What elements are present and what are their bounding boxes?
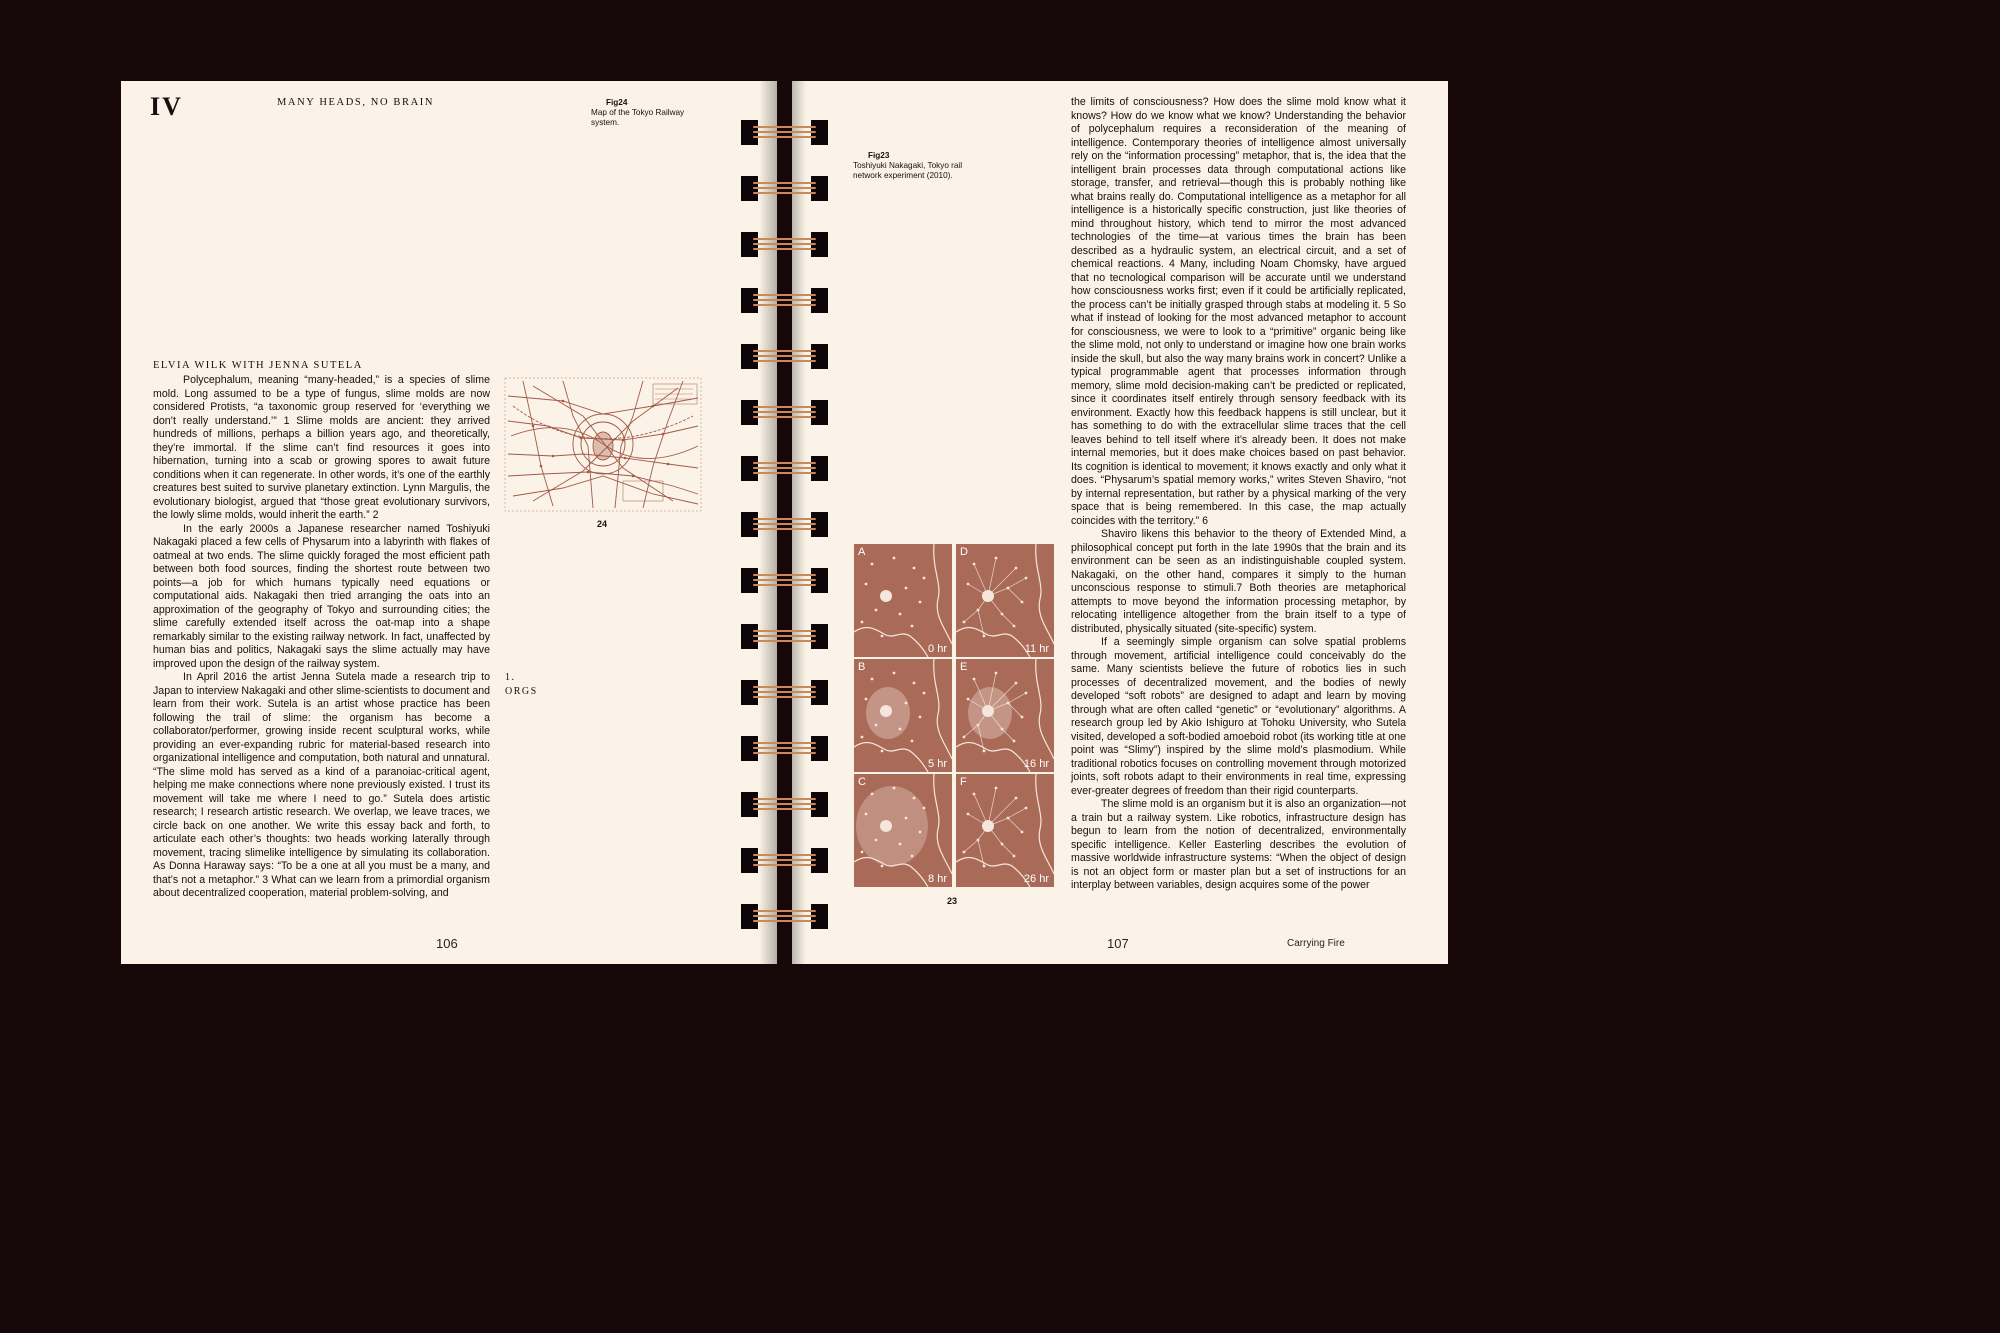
panel-time: 16 hr bbox=[1023, 758, 1049, 770]
panel-image bbox=[854, 774, 952, 887]
binding-ring bbox=[741, 792, 828, 817]
binding-ring bbox=[741, 456, 828, 481]
binding-ring bbox=[741, 120, 828, 145]
binding-ring bbox=[741, 232, 828, 257]
binding-ring bbox=[741, 624, 828, 649]
panel-letter: B bbox=[858, 661, 866, 673]
experiment-panel bbox=[854, 544, 952, 657]
binding-ring bbox=[741, 400, 828, 425]
fig23-number: 23 bbox=[947, 896, 958, 906]
panel-letter: F bbox=[960, 776, 967, 788]
paragraph: the limits of consciousness? How does the slime mold know what it knows? How do we know what we know? Understanding the behavior of polycephalum requires a reconsideration of the meaning of intelligence. Contemporary theories of intelligence almost universally rely on the “information processing” metaphor, that is, the idea that the intelligent brain processes data through computational actions like storage, transfer, and retrieval—though this is probably nothing like what brains really do. Computational intelligence as a metaphor for all intelligence is a historically specific construction, just like theories of mind throughout history, which tend to mirror the most advanced technologies of the time—at various times the brain has been described as a hydraulic system, an electrical circuit, and a set of chemical reactions. 4 Many, including Noam Chomsky, have argued that no tecnological comparison will be accurate until we understand how consciousness works first; even if it could be artificially replicated, the process can’t be initially grasped through stabs at modeling it. 5 So what if instead of looking for the most advanced metaphor to account for consciousness, we were to look to a “primitive” organic being like the slime mold, not only to understand or imagine how one brain works inside the skull, but also the way many brains work in concert? Unlike a typical programmable agent that processes information through memory, slime mold decision-making can’t be predicted or replicated, since it coordinates itself entirely through sensory feedback with its environment. Exactly how this feedback happens is still unclear, but it has something to do with the extracellular slime traces that the cell leaves behind to tell itself where it’s already been. It does not make internal memories, but it does make choices based on past behavior. Its cognition is identical to movement; it knows exactly and only what it does. “Physarum’s spatial memory works,” writes Steven Shaviro, “not by internal representation, but rather by a physical marking of the very space that is being remembered. In this case, the map actually coincides with the territory.” 6 bbox=[1071, 96, 1406, 527]
binding-ring bbox=[741, 344, 828, 369]
binding-ring bbox=[741, 288, 828, 313]
left-page bbox=[121, 81, 777, 964]
panel-image bbox=[854, 544, 952, 657]
right-page bbox=[792, 81, 1448, 964]
paragraph: Shaviro likens this behavior to the theory of Extended Mind, a philosophical concept put forth in the late 1990s that the brain and its environment can be seen as an indistinguishable coupled system. Nakagaki, on the other hand, compares it simply to the human unconscious response to stimuli.7 Both theories are metaphorical attempts to move beyond the information processing metaphor, by relocating intelligence altogether from the brain itself to a type of distributed, physically situated (site-specific) system. bbox=[1071, 528, 1406, 635]
author-line: ELVIA WILK WITH JENNA SUTELA bbox=[153, 360, 363, 371]
panel-time: 26 hr bbox=[1023, 873, 1049, 885]
experiment-panel bbox=[956, 544, 1054, 657]
experiment-panel bbox=[854, 659, 952, 772]
slime-mold-experiment-figure bbox=[854, 544, 1054, 888]
binding-ring bbox=[741, 848, 828, 873]
panel-time: 11 hr bbox=[1024, 643, 1049, 655]
binding-ring bbox=[741, 512, 828, 537]
experiment-panel bbox=[854, 774, 952, 887]
fig24-number: 24 bbox=[597, 519, 608, 529]
running-head: MANY HEADS, NO BRAIN bbox=[277, 97, 435, 108]
panel-letter: C bbox=[858, 776, 866, 788]
fig23-caption bbox=[853, 151, 973, 181]
paragraph: If a seemingly simple organism can solve spatial problems through movement, artificial intelligence could conceivably do the same. Many scientists believe the future of robotics lies in such processes of decentralized movement, and the bodies of newly developed “soft robots” are designed to adapt and learn by moving through what are often called “genetic” or “evolutionary” algorithms. A research group led by Akio Ishiguro at Tohoku University, who Sutela visited, developed a soft-bodied amoeboid robot (its working title at one point was “Slimy”) inspired by the slime mold’s plasmodium. While traditional robotics focuses on controlling movement through motorized joints, soft robots adapt to their environments in real time, expressing ever-greater degrees of freedom than their rigid counterparts. bbox=[1071, 636, 1406, 797]
fig24-label: Fig24 bbox=[606, 98, 628, 107]
experiment-panel bbox=[956, 774, 1054, 887]
fig23-caption-text: Toshiyuki Nakagaki, Tokyo rail network experiment (2010). bbox=[853, 161, 963, 180]
panel-image bbox=[854, 659, 952, 772]
binding-ring bbox=[741, 176, 828, 201]
binding-ring bbox=[741, 568, 828, 593]
left-body-text bbox=[153, 374, 490, 901]
panel-letter: A bbox=[858, 546, 866, 558]
experiment-panel bbox=[956, 659, 1054, 772]
paragraph: In April 2016 the artist Jenna Sutela made a research trip to Japan to interview Nakagaki and other slime-scientists to document and learn from their work. Sutela is an artist whose practice has been following the trail of slime: the organism has become a collaborator/performer, growing inside recent sculptural works, while providing an ever-expanding rubric for material-based research into organizational intelligence and computation, both natural and unnatural. “The slime mold has served as a kind of a paranoiac-critical agent, helping me make connections where none previously existed. I trust its movement will take me where I need to go.” Sutela does artistic research; I research artistic research. We overlap, we leave traces, we circle back on one another. We write this essay back and forth, to articulate each other’s thoughts: two heads working laterally through movement, tracing slimelike intelligence by simulating its collaboration. As Donna Haraway says: “To be a one at all you must be a many, and that’s not a metaphor.” 3 What can we learn from a primordial organism about decentralized cooperation, material problem-solving, and bbox=[153, 671, 490, 899]
side-note-text: ORGS bbox=[505, 686, 538, 697]
fig24-caption-text: Map of the Tokyo Railway system. bbox=[591, 108, 685, 127]
panel-time: 8 hr bbox=[928, 873, 947, 885]
panel-image bbox=[956, 659, 1054, 772]
paragraph: Polycephalum, meaning “many-headed,” is a species of slime mold. Long assumed to be a type of fungus, slime molds are now considered Protists, “a taxonomic group reserved for ‘everything we don’t really understand.’” 1 Slime molds are ancient: they arrived hundreds of millions, perhaps a billion years ago, and theoretically, they’re immortal. If the slime can’t find resources it goes into hibernation, turning into a scab or growing spores to await future conditions when it can regenerate. In other words, it’s one of the earthly creatures best suited to survive planetary extinction. Lynn Margulis, the evolutionary biologist, argued that “those great evolutionary survivors, the lowly slime molds, would inherit the earth.” 2 bbox=[153, 374, 490, 521]
side-note bbox=[505, 671, 538, 699]
panel-image bbox=[956, 544, 1054, 657]
page-number-right: 107 bbox=[1107, 936, 1129, 951]
panel-image bbox=[956, 774, 1054, 887]
paragraph: In the early 2000s a Japanese researcher named Toshiyuki Nakagaki placed a few cells of Physarum into a labyrinth with flakes of oatmeal at two ends. The slime quickly foraged the most efficient path between both food sources, finding the shortest route between two points—a job for which humans typically need equations or computational aids. Nakagaki then tried arranging the oats into an approximation of the geography of Tokyo and surrounding cities; the slime carefully extended itself across the oat-map into a shape remarkably similar to the existing railway network. In fact, unaffected by human bias and politics, Nakagaki says the slime actually may have improved upon the design of the railway system. bbox=[153, 522, 490, 670]
binding-ring bbox=[741, 736, 828, 761]
panel-time: 0 hr bbox=[928, 643, 947, 655]
side-note-number: 1. bbox=[505, 672, 516, 683]
binding-ring bbox=[741, 904, 828, 929]
panel-letter: E bbox=[960, 661, 968, 673]
book-title: Carrying Fire bbox=[1287, 938, 1345, 949]
fig24-caption bbox=[591, 98, 701, 128]
fig23-label: Fig23 bbox=[868, 151, 890, 160]
panel-letter: D bbox=[960, 546, 968, 558]
paragraph: The slime mold is an organism but it is also an organization—not a train but a railway system. Like robotics, infrastructure design has begun to learn from the notion of decentralized, environmentally specific intelligence. Keller Easterling describes the evolution of massive worldwide infrastructure systems: “When the object of design is not an object form or master plan but a set of instructions for an interplay between variables, design acquires some of the power bbox=[1071, 798, 1406, 891]
binding-ring bbox=[741, 680, 828, 705]
panel-time: 5 hr bbox=[928, 758, 947, 770]
chapter-number: IV bbox=[150, 92, 183, 121]
page-number-left: 106 bbox=[436, 936, 458, 951]
right-body-text bbox=[1071, 96, 1406, 893]
tokyo-railway-map-image bbox=[503, 376, 703, 513]
